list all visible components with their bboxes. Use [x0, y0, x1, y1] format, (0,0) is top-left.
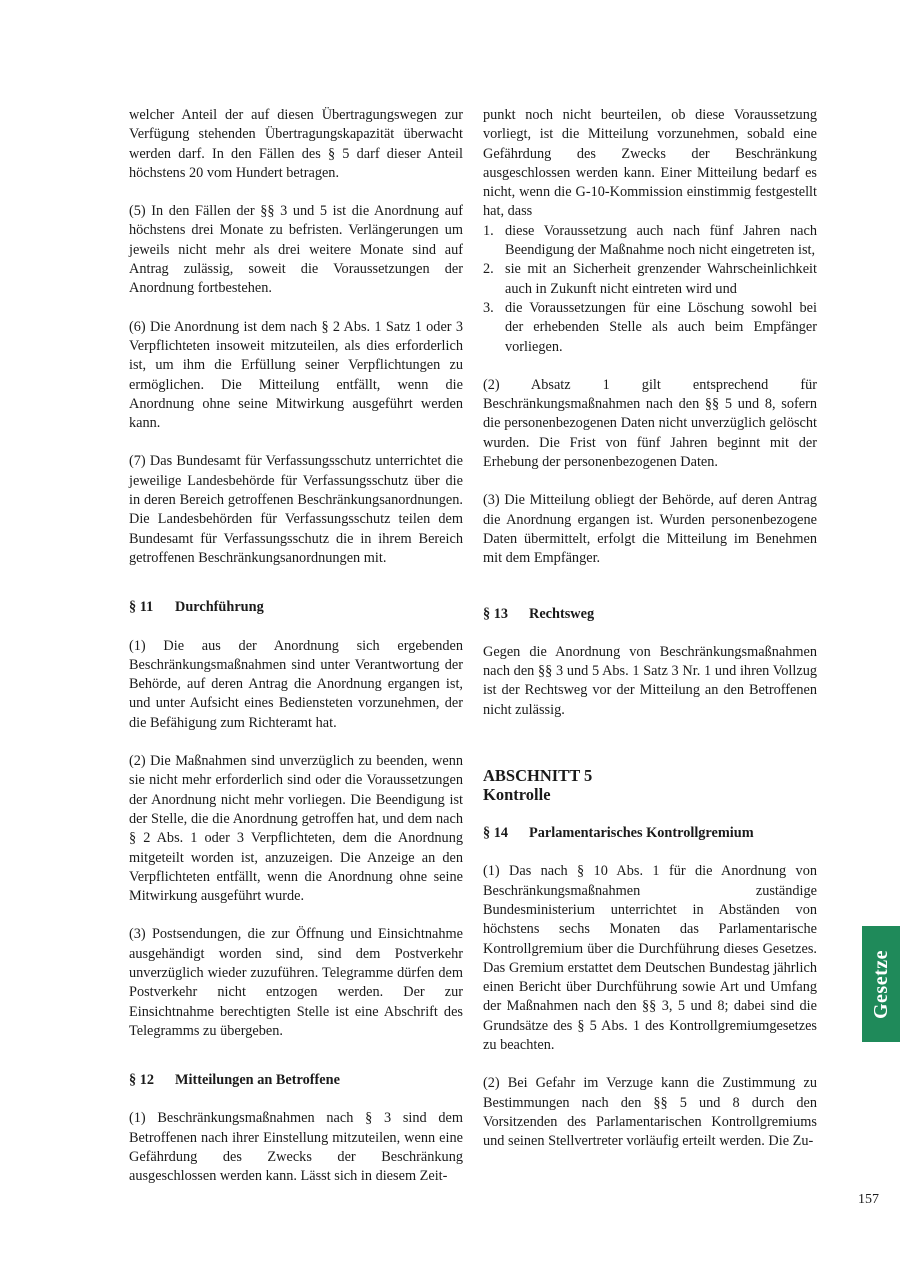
section-13-heading [483, 605, 817, 624]
chapter-title: Kontrolle [483, 785, 551, 805]
paragraph-10-5: (5) In den Fällen der §§ 3 und 5 ist die Anordnung auf höchstens drei Monate zu befristen. Verlängerungen um jeweils nicht mehr als drei weitere Monate sind auf Antrag zulässig, soweit die Voraussetzungen der Anordnung fortbestehen. [129, 203, 463, 297]
paragraph-12-1: (1) Beschränkungsmaßnahmen nach § 3 sind dem Betroffenen nach ihrer Einstellung mitzuteilen, wenn eine Gefährdung des Zwecks der Beschränkung ausgeschlossen werden kann. Lässt sich in diesem Zeit- [129, 1110, 463, 1185]
section-title: Mitteilungen an Betroffene [175, 1072, 340, 1089]
list-number: 1. [483, 222, 494, 239]
list-number: 2. [483, 261, 494, 278]
right-column [483, 106, 817, 1151]
list-text: sie mit an Sicherheit grenzender Wahrscheinlichkeit auch in Zukunft nicht eintreten wird und [505, 261, 817, 297]
paragraph-10-6: (6) Die Anordnung ist dem nach § 2 Abs. 1 Satz 1 oder 3 Verpflichteten insoweit mitzuteilen, als dies erforderlich ist, um ihm die Erfüllung seiner Verpflichtungen zu ermöglichen. Die Mitteilung entfällt, wenn die Anordnung ohne seine Mitwirkung ausgeführt werden kann. [129, 318, 463, 432]
paragraph-11-2: (2) Die Maßnahmen sind unverzüglich zu beenden, wenn sie nicht mehr erforderlich sind oder die Voraussetzungen der Anordnung nicht mehr vorliegen. Die Beendigung ist der Stelle, die die Anordnung getroffen hat, und dem nach § 2 Abs. 1 oder 3 Verpflichteten, dem die Anordnung mitgeteilt worden ist, anzuzeigen. Die Anzeige an den Verpflichteten entfällt, wenn die Anordnung ohne seine Mitwirkung ausgeführt wurde. [129, 753, 463, 905]
section-title: Rechtsweg [529, 605, 595, 622]
left-column [129, 106, 463, 1187]
paragraph-14-1: (1) Das nach § 10 Abs. 1 für die Anordnung von Beschränkungsmaßnahmen zuständige Bundesministerium unterrichtet in Abständen von höchstens sechs Monaten das Parlamentarische Kontrollgremium über die Durchführung dieses Gesetzes. Das Gremium erstattet dem Deutschen Bundestag jährlich einen Bericht über Durchführung sowie Art und Umfang der Maßnahmen nach den §§ 3, 5 und 8; dabei sind die Grundsätze des § 5 Abs. 1 des Kontrollgremiumgesetzes zu beachten. [483, 863, 817, 1053]
chapter-number: ABSCHNITT 5 [483, 766, 593, 786]
paragraph-12-3: (3) Die Mitteilung obliegt der Behörde, auf deren Antrag die Anordnung ergangen ist. Wurden personenbezogene Daten übermittelt, erfolgt die Mitteilung im Benehmen mit dem Empfänger. [483, 492, 817, 567]
section-number: § 13 [483, 605, 509, 622]
section-number: § 12 [129, 1072, 155, 1089]
list-item [483, 260, 817, 299]
condition-list [483, 222, 817, 357]
page-number: 157 [858, 1192, 879, 1207]
paragraph-10-7: (7) Das Bundesamt für Verfassungsschutz unterrichtet die jeweilige Landesbehörde für Verfassungsschutz über die in deren Bereich getroffenen Beschränkungsanordnungen. Die Landesbehörden für Verfassungsschutz teilen dem Bundesamt für Verfassungsschutz die in ihrem Bereich getroffenen Beschränkungsanordnungen mit. [129, 453, 463, 566]
section-title: Parlamentarisches Kontrollgremium [529, 825, 754, 842]
paragraph-intro: welcher Anteil der auf diesen Übertragungswegen zur Verfügung stehenden Übertragungskapazität überwacht werden darf. In den Fällen des § 5 darf dieser Anteil höchstens 20 vom Hundert betragen. [129, 107, 463, 181]
list-text: diese Voraussetzung auch nach fünf Jahren nach Beendigung der Maßnahme noch nicht eingetreten ist, [505, 222, 817, 259]
paragraph-12-1-continued: punkt noch nicht beurteilen, ob diese Voraussetzung vorliegt, ist die Mitteilung vorzunehmen, sobald eine Gefährdung des Zwecks der Beschränkung ausgeschlossen werden kann. Einer Mitteilung bedarf es nicht, wenn die G-10-Kommission einstimmig festgestellt hat, dass [483, 107, 817, 220]
paragraph-11-1: (1) Die aus der Anordnung sich ergebenden Beschränkungsmaßnahmen sind unter Verantwortung der Behörde, auf deren Antrag die Anordnung ergangen ist, und unter Aufsicht eines Bediensteten vorzunehmen, der die Befähigung zum Richteramt hat. [129, 637, 463, 731]
side-tab-label: Gesetze [869, 949, 892, 1019]
list-item [483, 299, 817, 357]
list-item [483, 222, 817, 261]
side-tab-gesetze [862, 926, 900, 1042]
section-11-heading [129, 598, 463, 617]
section-number: § 11 [129, 599, 154, 616]
section-number: § 14 [483, 825, 509, 842]
list-text: die Voraussetzungen für eine Löschung sowohl bei der erhebenden Stelle als auch beim Empfänger vorliegen. [505, 299, 817, 355]
section-12-heading [129, 1071, 463, 1090]
paragraph-13: Gegen die Anordnung von Beschränkungsmaßnahmen nach den §§ 3 und 5 Abs. 1 Satz 3 Nr. 1 und ihren Vollzug ist der Rechtsweg vor der Mitteilung an den Betroffenen nicht zulässig. [483, 643, 817, 718]
paragraph-14-2: (2) Bei Gefahr im Verzuge kann die Zustimmung zu Bestimmungen nach den §§ 5 und 8 durch den Vorsitzenden des Parlamentarischen Kontrollgremiums und seinen Stellvertreter vorläufig erteilt werden. Die Zu- [483, 1075, 817, 1150]
section-title: Durchführung [175, 599, 264, 616]
list-number: 3. [483, 299, 494, 316]
chapter-heading [483, 766, 817, 804]
paragraph-11-3: (3) Postsendungen, die zur Öffnung und Einsichtnahme ausgehändigt worden sind, sind dem Postverkehr unverzüglich wieder zuzuführen. Telegramme dürfen dem Postverkehr nicht entzogen werden. Der zur Einsichtnahme berechtigten Stelle ist eine Abschrift des Telegramms zu übergeben. [129, 926, 463, 1039]
paragraph-12-2: (2) Absatz 1 gilt entsprechend für Beschränkungsmaßnahmen nach den §§ 5 und 8, sofern die personenbezogenen Daten nicht unverzüglich gelöscht wurden. Die Frist von fünf Jahren beginnt mit der Erhebung der personenbezogenen Daten. [483, 376, 817, 471]
section-14-heading [483, 824, 817, 843]
